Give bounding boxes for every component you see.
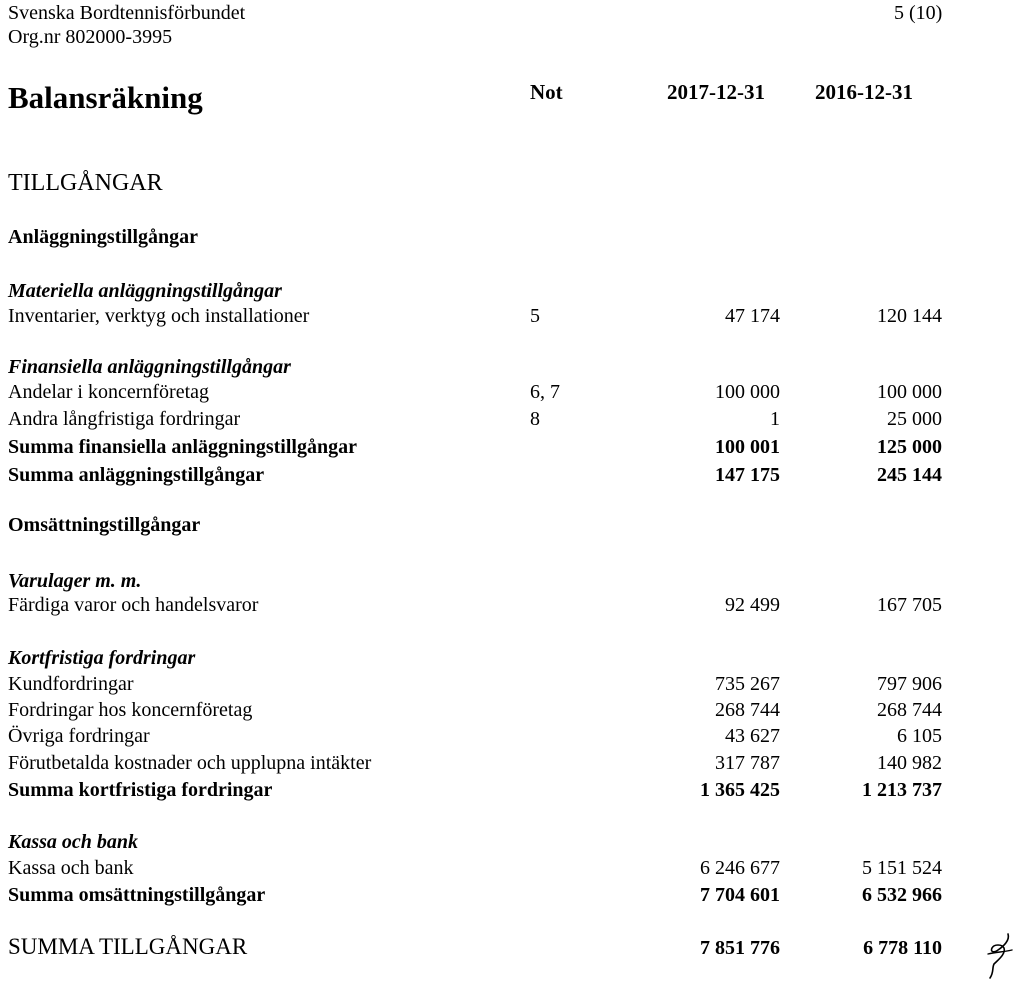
column-header-2016: 2016-12-31 [815, 80, 913, 104]
row-label: Kassa och bank [8, 857, 134, 879]
total-value-2016: 6 778 110 [863, 937, 942, 959]
row-value-2016: 6 532 966 [862, 884, 942, 906]
total-value-2017: 7 851 776 [700, 937, 780, 959]
row-label: Inventarier, verktyg och installationer [8, 305, 310, 327]
row-value-2017: 735 267 [715, 673, 780, 695]
row-label: Summa finansiella anläggningstillgångar [8, 436, 357, 458]
row-value-2017: 317 787 [715, 752, 780, 774]
row-label: Summa kortfristiga fordringar [8, 779, 273, 801]
row-value-2017: 6 246 677 [700, 857, 780, 879]
row-value-2017: 100 000 [715, 381, 780, 403]
row-value-2017: 47 174 [725, 305, 780, 327]
row-value-2017: 92 499 [725, 594, 780, 616]
row-value-2016: 100 000 [877, 381, 942, 403]
row-value-2016: 167 705 [877, 594, 942, 616]
subheading-materiella: Materiella anläggningstillgångar [8, 280, 282, 302]
row-value-2017: 147 175 [715, 464, 780, 486]
column-header-2017: 2017-12-31 [667, 80, 765, 104]
row-label: Förutbetalda kostnader och upplupna intäkter [8, 752, 372, 774]
page-title: Balansräkning [8, 80, 203, 115]
signature-initials [980, 930, 1020, 982]
row-label: Fordringar hos koncernföretag [8, 699, 253, 721]
row-note: 8 [530, 408, 540, 430]
subheading-finansiella: Finansiella anläggningstillgångar [8, 356, 291, 378]
row-value-2017: 268 744 [715, 699, 780, 721]
row-value-2016: 125 000 [877, 436, 942, 458]
section-heading-tillgangar: TILLGÅNGAR [8, 170, 163, 196]
organization-name: Svenska Bordtennisförbundet [8, 2, 246, 24]
row-value-2017: 1 365 425 [700, 779, 780, 801]
column-header-not: Not [530, 80, 563, 104]
subheading-varulager: Varulager m. m. [8, 570, 142, 592]
row-label: Summa anläggningstillgångar [8, 464, 265, 486]
group-heading-anlaggningstillgangar: Anläggningstillgångar [8, 226, 199, 248]
row-value-2017: 43 627 [725, 725, 780, 747]
total-label: SUMMA TILLGÅNGAR [8, 934, 248, 959]
subheading-kassa: Kassa och bank [8, 831, 139, 853]
row-label: Andelar i koncernföretag [8, 381, 210, 403]
row-value-2017: 1 [770, 408, 780, 430]
organization-number: Org.nr 802000-3995 [8, 26, 173, 48]
row-value-2016: 797 906 [877, 673, 942, 695]
row-note: 6, 7 [530, 381, 560, 403]
row-value-2017: 100 001 [715, 436, 780, 458]
row-label: Summa omsättningstillgångar [8, 884, 266, 906]
subheading-kortfristiga: Kortfristiga fordringar [8, 647, 196, 669]
row-value-2016: 140 982 [877, 752, 942, 774]
row-label: Andra långfristiga fordringar [8, 408, 241, 430]
page-number: 5 (10) [894, 2, 943, 24]
row-label: Kundfordringar [8, 673, 134, 695]
row-value-2016: 120 144 [877, 305, 942, 327]
row-note: 5 [530, 305, 540, 327]
row-value-2016: 6 105 [897, 725, 942, 747]
group-heading-omsattningstillgangar: Omsättningstillgångar [8, 514, 201, 536]
row-value-2016: 25 000 [887, 408, 942, 430]
row-value-2016: 1 213 737 [862, 779, 942, 801]
row-value-2017: 7 704 601 [700, 884, 780, 906]
row-value-2016: 5 151 524 [862, 857, 942, 879]
row-value-2016: 268 744 [877, 699, 942, 721]
row-value-2016: 245 144 [877, 464, 942, 486]
row-label: Övriga fordringar [8, 725, 150, 747]
row-label: Färdiga varor och handelsvaror [8, 594, 259, 616]
